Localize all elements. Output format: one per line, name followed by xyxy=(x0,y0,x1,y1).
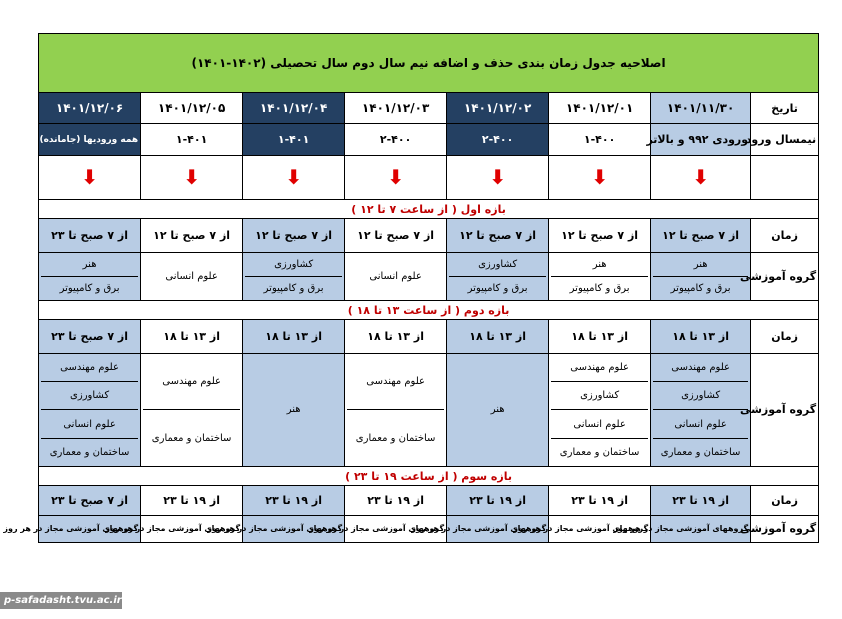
group-row xyxy=(39,353,819,467)
group-row xyxy=(39,515,819,542)
time-cell: از ۷ صبح تا ۲۳ xyxy=(39,320,141,354)
group-list xyxy=(653,354,748,467)
arrow-down-icon: ⬇ xyxy=(692,165,709,190)
time-cell: از ۷ صبح تا ۱۲ xyxy=(345,219,447,253)
time-row xyxy=(39,320,819,354)
row-label-group: گروه آموزشی xyxy=(751,515,819,542)
time-cell: از ۱۹ تا ۲۳ xyxy=(651,486,751,515)
group-cell xyxy=(141,353,243,467)
arrow-cell xyxy=(243,155,345,199)
group-cell: گروههای آموزشی مجاز در هر روز xyxy=(549,515,651,542)
group-item: برق و کامپیوتر xyxy=(653,276,748,300)
arrow-row xyxy=(39,155,819,199)
group-item: ساختمان و معماری xyxy=(41,438,138,466)
date-cell: ۱۴۰۱/۱۱/۳۰ xyxy=(651,92,751,124)
date-cell: ۱۴۰۱/۱۲/۰۶ xyxy=(39,92,141,124)
time-cell: از ۱۹ تا ۲۳ xyxy=(141,486,243,515)
time-cell: از ۷ صبح تا ۲۳ xyxy=(39,219,141,253)
time-cell: از ۷ صبح تا ۱۲ xyxy=(141,219,243,253)
group-item: علوم مهندسی xyxy=(570,361,629,373)
group-item: علوم مهندسی xyxy=(366,376,425,388)
group-cell: گروههای آموزشی مجاز در هر روز xyxy=(345,515,447,542)
band-row xyxy=(39,301,819,320)
group-list xyxy=(245,253,342,300)
time-cell: از ۱۳ تا ۱۸ xyxy=(447,320,549,354)
row-label-time: زمان xyxy=(751,219,819,253)
group-item: هنر xyxy=(82,258,97,270)
arrow-down-icon: ⬇ xyxy=(81,165,98,190)
group-cell xyxy=(447,353,549,467)
group-cell: گروههای آموزشی مجاز در هر روز xyxy=(243,515,345,542)
entry-cell: ورودی ۹۹۲ و بالاتر xyxy=(651,124,751,156)
date-cell: ۱۴۰۱/۱۲/۰۳ xyxy=(345,92,447,124)
group-list xyxy=(41,354,138,467)
entry-row xyxy=(39,124,819,156)
band-heading: بازه اول ( از ساعت ۷ تا ۱۲ ) xyxy=(39,200,819,219)
group-item: هنر xyxy=(693,258,708,270)
group-item: علوم انسانی xyxy=(165,270,218,282)
arrow-cell xyxy=(447,155,549,199)
arrow-down-icon: ⬇ xyxy=(591,165,608,190)
group-item: ساختمان و معماری xyxy=(653,438,748,466)
row-label-group: گروه آموزشی xyxy=(751,252,819,300)
arrow-cell xyxy=(345,155,447,199)
schedule-table xyxy=(3,33,819,543)
group-cell: گروههای آموزشی مجاز در هر روز xyxy=(651,515,751,542)
group-list xyxy=(449,253,546,300)
group-cell xyxy=(39,353,141,467)
group-cell xyxy=(243,252,345,300)
group-list xyxy=(245,354,342,467)
arrow-down-icon: ⬇ xyxy=(285,165,302,190)
arrow-cell xyxy=(39,155,141,199)
group-list xyxy=(551,253,648,300)
entry-cell: ۲-۴۰۰ xyxy=(345,124,447,156)
group-cell xyxy=(447,252,549,300)
group-cell xyxy=(651,353,751,467)
page-title: اصلاحیه جدول زمان بندی حذف و اضافه نیم سال دوم سال تحصیلی (۱۴۰۲-۱۴۰۱) xyxy=(39,34,819,93)
group-item: کشاورزی xyxy=(478,258,518,270)
group-row xyxy=(39,252,819,300)
group-item: ساختمان و معماری xyxy=(143,409,240,466)
arrow-down-icon: ⬇ xyxy=(387,165,404,190)
group-cell xyxy=(651,252,751,300)
group-item: برق و کامپیوتر xyxy=(41,276,138,300)
arrow-cell xyxy=(549,155,651,199)
band-row xyxy=(39,467,819,486)
entry-cell: ۱-۴۰۱ xyxy=(243,124,345,156)
group-list xyxy=(551,354,648,467)
date-cell: ۱۴۰۱/۱۲/۰۱ xyxy=(549,92,651,124)
row-label-time: زمان xyxy=(751,486,819,515)
time-cell: از ۱۳ تا ۱۸ xyxy=(549,320,651,354)
group-item: کشاورزی xyxy=(41,381,138,409)
group-item: برق و کامپیوتر xyxy=(245,276,342,300)
time-cell: از ۱۳ تا ۱۸ xyxy=(345,320,447,354)
time-cell: از ۷ صبح تا ۱۲ xyxy=(651,219,751,253)
group-list xyxy=(347,354,444,467)
group-cell xyxy=(39,252,141,300)
time-cell: از ۱۹ تا ۲۳ xyxy=(243,486,345,515)
row-label-group: گروه آموزشی xyxy=(751,353,819,467)
group-item: علوم مهندسی xyxy=(60,361,119,373)
entry-cell: ۲-۴۰۰ xyxy=(447,124,549,156)
group-item: ساختمان و معماری xyxy=(347,409,444,466)
band-heading: بازه دوم ( از ساعت ۱۳ تا ۱۸ ) xyxy=(39,301,819,320)
band-row xyxy=(39,200,819,219)
time-cell: از ۷ صبح تا ۲۳ xyxy=(39,486,141,515)
date-cell: ۱۴۰۱/۱۲/۰۲ xyxy=(447,92,549,124)
group-list xyxy=(143,354,240,467)
time-cell: از ۱۹ تا ۲۳ xyxy=(549,486,651,515)
time-row xyxy=(39,486,819,515)
time-cell: از ۱۹ تا ۲۳ xyxy=(447,486,549,515)
group-item: علوم انسانی xyxy=(653,409,748,437)
group-cell xyxy=(141,252,243,300)
time-cell: از ۷ صبح تا ۱۲ xyxy=(549,219,651,253)
site-url[interactable]: p-safadasht.tvu.ac.ir xyxy=(0,592,122,609)
group-cell xyxy=(549,353,651,467)
time-cell: از ۱۹ تا ۲۳ xyxy=(345,486,447,515)
date-row xyxy=(39,92,819,124)
group-list xyxy=(449,354,546,467)
arrow-down-icon: ⬇ xyxy=(489,165,506,190)
group-item: کشاورزی xyxy=(653,381,748,409)
group-cell: گروههای آموزشی مجاز در هر روز xyxy=(141,515,243,542)
time-cell: از ۱۳ تا ۱۸ xyxy=(141,320,243,354)
group-item: هنر xyxy=(286,404,301,416)
group-item: برق و کامپیوتر xyxy=(551,276,648,300)
group-cell: گروههای آموزشی مجاز در هر روز xyxy=(39,515,141,542)
group-cell xyxy=(243,353,345,467)
time-cell: از ۱۳ تا ۱۸ xyxy=(243,320,345,354)
time-cell: از ۷ صبح تا ۱۲ xyxy=(447,219,549,253)
group-item: علوم انسانی xyxy=(369,270,422,282)
entry-cell: همه ورودیها (جامانده) xyxy=(39,124,141,156)
date-cell: ۱۴۰۱/۱۲/۰۵ xyxy=(141,92,243,124)
group-item: علوم انسانی xyxy=(41,409,138,437)
group-list xyxy=(347,253,444,300)
entry-cell: ۱-۴۰۰ xyxy=(549,124,651,156)
arrow-spacer xyxy=(751,155,819,199)
group-item: هنر xyxy=(490,404,505,416)
row-label-date: تاریخ xyxy=(751,92,819,124)
group-item: هنر xyxy=(592,258,607,270)
group-cell xyxy=(345,353,447,467)
time-cell: از ۷ صبح تا ۱۲ xyxy=(243,219,345,253)
row-label-time: زمان xyxy=(751,320,819,354)
time-cell: از ۱۳ تا ۱۸ xyxy=(651,320,751,354)
group-item: برق و کامپیوتر xyxy=(449,276,546,300)
entry-cell: ۱-۴۰۱ xyxy=(141,124,243,156)
date-cell: ۱۴۰۱/۱۲/۰۴ xyxy=(243,92,345,124)
time-row xyxy=(39,219,819,253)
arrow-cell xyxy=(651,155,751,199)
group-cell xyxy=(549,252,651,300)
group-item: علوم مهندسی xyxy=(162,376,221,388)
group-cell: گروههای آموزشی مجاز در هر روز xyxy=(447,515,549,542)
group-item: علوم مهندسی xyxy=(671,361,730,373)
group-list xyxy=(143,253,240,300)
group-item: کشاورزی xyxy=(274,258,314,270)
group-list xyxy=(653,253,748,300)
group-list xyxy=(41,253,138,300)
group-cell xyxy=(345,252,447,300)
arrow-cell xyxy=(141,155,243,199)
group-item: علوم انسانی xyxy=(551,409,648,437)
title-row xyxy=(39,34,819,93)
row-label-entry: نیمسال ورود xyxy=(751,124,819,156)
group-item: ساختمان و معماری xyxy=(551,438,648,466)
band-heading: بازه سوم ( از ساعت ۱۹ تا ۲۳ ) xyxy=(39,467,819,486)
group-item: کشاورزی xyxy=(551,381,648,409)
arrow-down-icon: ⬇ xyxy=(183,165,200,190)
